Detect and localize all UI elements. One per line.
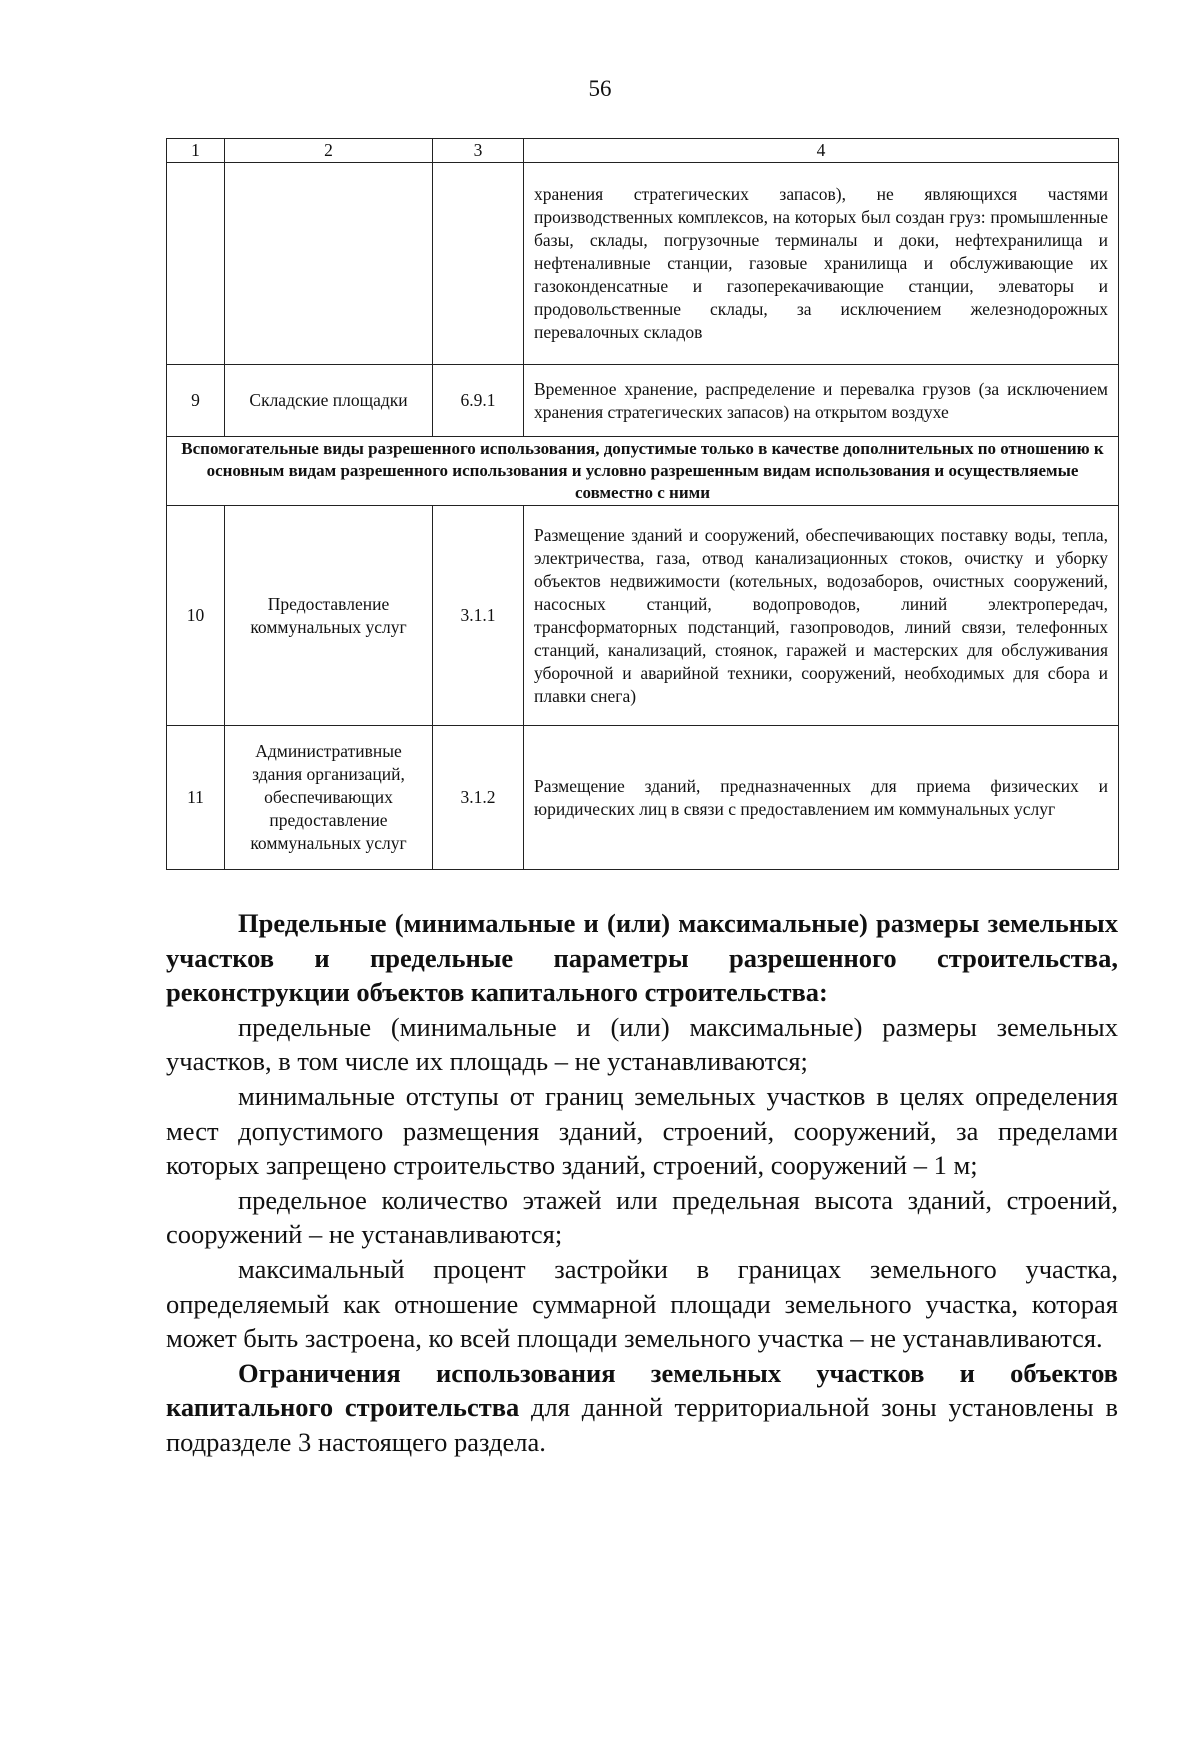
restrictions-rest: для данной территориальной зоны установлены в подразделе 3 настоящего раздела. — [166, 1392, 1118, 1457]
cell-code: 3.1.2 — [433, 726, 524, 870]
cell-description: хранения стратегических запасов), не являющихся частями производственных комплексов, на которых был создан груз: промышленные базы, склады, погрузочные терминалы и доки, нефтехранилища и нефтеналивные станции, газовые хранилища и обслуживающие их газоконденсатные и газоперекачивающие станции, элеваторы и продовольственные склады, за исключением железнодорожных перевалочных складов — [524, 163, 1119, 365]
page-number: 56 — [588, 76, 612, 101]
paragraph-plot-sizes: предельные (минимальные и (или) максимальные) размеры земельных участков, в том числе их площадь – не устанавливаются; — [166, 1011, 1118, 1077]
cell-num: 11 — [167, 726, 225, 870]
cell-description: Размещение зданий и сооружений, обеспечивающих поставку воды, тепла, электричества, газа, отвод канализационных стоков, очистку и уборку объектов недвижимости (котельных, водозаборов, очистных сооружений, насосных станций, водопроводов, линий электропередач, трансформаторных подстанций, газопроводов, линий связи, телефонных станций, канализаций, стоянок, гаражей и мастерских для обслуживания уборочной и аварийной техники, сооружений, необходимых для сбора и плавки снега) — [524, 506, 1119, 726]
section-header: Вспомогательные виды разрешенного использования, допустимые только в качестве дополнительных по отношению к основным видам разрешенного использования и условно разрешенным видам использования и осуществляемые совместно с ними — [167, 437, 1119, 506]
table-row-continuation — [167, 163, 1119, 365]
cell-name: Складские площадки — [225, 365, 433, 437]
cell-name: Предоставление коммунальных услуг — [225, 506, 433, 726]
table-row-9 — [167, 365, 1119, 437]
table-row-11 — [167, 726, 1119, 870]
paragraph-restrictions — [166, 1356, 1118, 1460]
cell-description: Временное хранение, распределение и перевалка грузов (за исключением хранения стратегических запасов) на открытом воздухе — [524, 365, 1119, 437]
cell-code: 6.9.1 — [433, 365, 524, 437]
text-body — [166, 906, 1118, 1460]
col-header-2: 2 — [225, 139, 433, 163]
cell-code: 3.1.1 — [433, 506, 524, 726]
col-header-1: 1 — [167, 139, 225, 163]
cell-num: 10 — [167, 506, 225, 726]
cell-code — [433, 163, 524, 365]
cell-num: 9 — [167, 365, 225, 437]
cell-num — [167, 163, 225, 365]
paragraph-coverage: максимальный процент застройки в границах земельного участка, определяемый как отношение суммарной площади земельного участка, которая может быть застроена, ко всей площади земельного участка – не устанавливаются. — [166, 1253, 1118, 1354]
table-row-10 — [167, 506, 1119, 726]
cell-name — [225, 163, 433, 365]
cell-name: Административные здания организаций, обеспечивающих предоставление коммунальных услуг — [225, 726, 433, 870]
section-heading: Предельные (минимальные и (или) максимальные) размеры земельных участков и предельные параметры разрешенного строительства, реконструкции объектов капитального строительства: — [166, 908, 1118, 1008]
paragraph-setbacks: минимальные отступы от границ земельных участков в целях определения мест допустимого размещения зданий, строений, сооружений, за пределами которых запрещено строительство зданий, строений, сооружений – 1 м; — [166, 1080, 1118, 1181]
restrictions-bold: Ограничения использования земельных участков и объектов капитального строительства — [166, 1357, 1118, 1423]
col-header-4: 4 — [524, 139, 1119, 163]
section-header-row — [167, 437, 1119, 506]
cell-description: Размещение зданий, предназначенных для приема физических и юридических лиц в связи с предоставлением им коммунальных услуг — [524, 726, 1119, 870]
land-use-table — [166, 138, 1119, 870]
col-header-3: 3 — [433, 139, 524, 163]
paragraph-floors: предельное количество этажей или предельная высота зданий, строений, сооружений – не устанавливаются; — [166, 1184, 1118, 1250]
table-header-row — [167, 139, 1119, 163]
